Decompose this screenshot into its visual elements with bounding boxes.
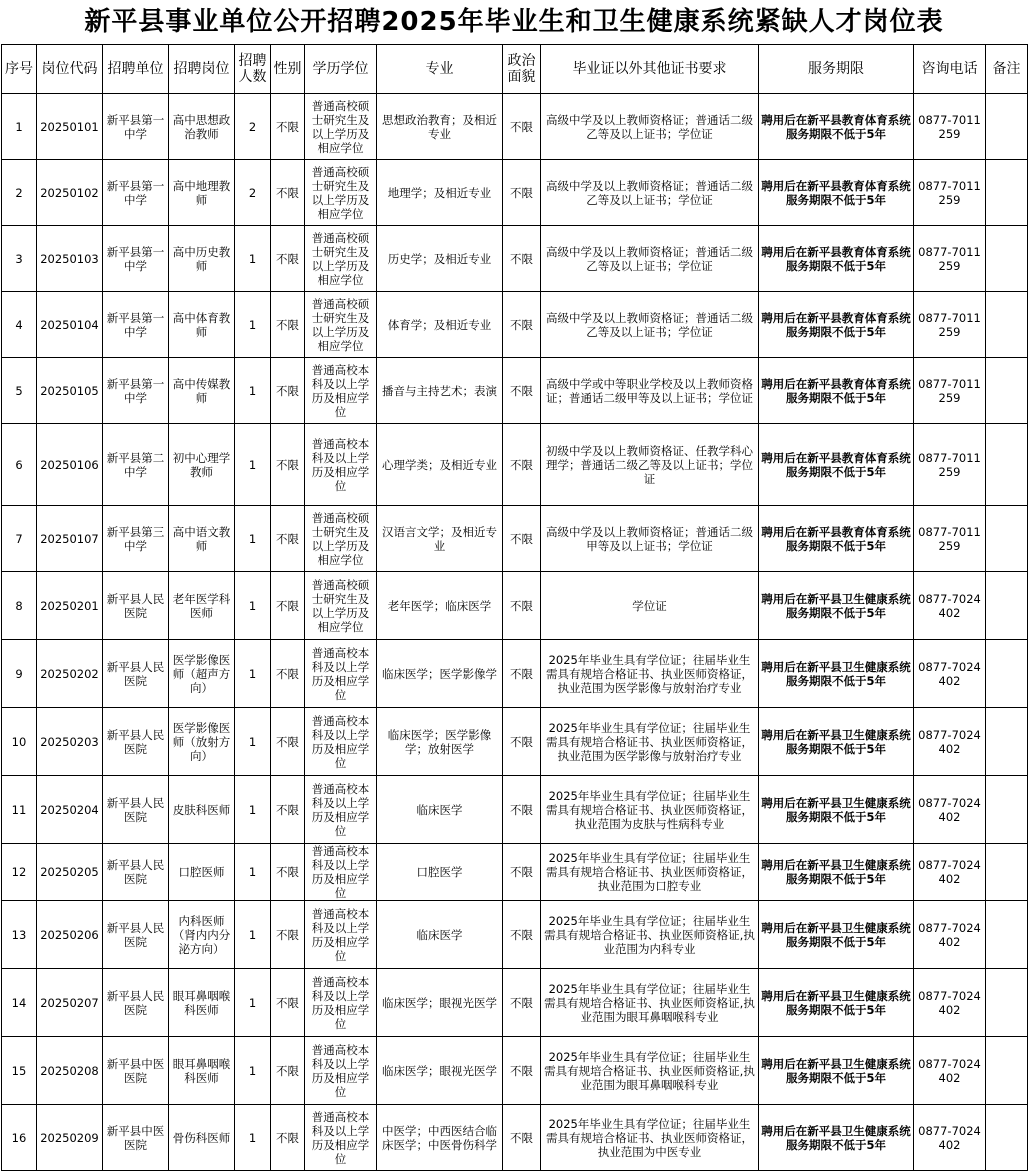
cell-cert: 2025年毕业生具有学位证；往届毕业生需具有规培合格证书、执业医师资格证，执业范围为皮肤与性病科专业 — [541, 776, 759, 844]
cell-service: 聘用后在新平县卫生健康系统服务期限不低于5年 — [759, 572, 914, 640]
cell-count: 1 — [235, 844, 271, 901]
cell-major: 汉语言文学；及相近专业 — [377, 506, 503, 572]
cell-no: 6 — [2, 424, 37, 506]
cell-major: 临床医学；眼视光医学 — [377, 1037, 503, 1105]
cell-cert: 2025年毕业生具有学位证；往届毕业生需具有规培合格证书、执业医师资格证,执业范围为眼耳鼻咽喉科专业 — [541, 969, 759, 1037]
cell-no: 14 — [2, 969, 37, 1037]
cell-phone: 0877-7024402 — [914, 708, 986, 776]
cell-edu: 普通高校硕士研究生及以上学历及相应学位 — [305, 160, 377, 226]
header-gender: 性别 — [271, 45, 305, 94]
table-row — [2, 901, 1028, 969]
cell-no: 8 — [2, 572, 37, 640]
cell-count: 1 — [235, 506, 271, 572]
cell-note — [986, 358, 1028, 424]
cell-service: 聘用后在新平县教育体育系统服务期限不低于5年 — [759, 506, 914, 572]
cell-code: 20250203 — [37, 708, 103, 776]
header-phone: 咨询电话 — [914, 45, 986, 94]
cell-unit: 新平县中医医院 — [103, 1037, 169, 1105]
cell-phone: 0877-7024402 — [914, 1105, 986, 1171]
cell-phone: 0877-7024402 — [914, 844, 986, 901]
cell-gender: 不限 — [271, 94, 305, 160]
cell-count: 1 — [235, 1105, 271, 1171]
cell-code: 20250107 — [37, 506, 103, 572]
table-row — [2, 776, 1028, 844]
cell-cert: 2025年毕业生具有学位证；往届毕业生需具有规培合格证书、执业医师资格证，执业范围为医学影像与放射治疗专业 — [541, 640, 759, 708]
cell-major: 临床医学；眼视光医学 — [377, 969, 503, 1037]
cell-major: 临床医学 — [377, 901, 503, 969]
cell-service: 聘用后在新平县卫生健康系统服务期限不低于5年 — [759, 776, 914, 844]
cell-note — [986, 776, 1028, 844]
cell-unit: 新平县第一中学 — [103, 94, 169, 160]
cell-politics: 不限 — [503, 358, 541, 424]
cell-gender: 不限 — [271, 160, 305, 226]
table-row — [2, 424, 1028, 506]
cell-service: 聘用后在新平县教育体育系统服务期限不低于5年 — [759, 94, 914, 160]
cell-unit: 新平县第一中学 — [103, 292, 169, 358]
cell-gender: 不限 — [271, 226, 305, 292]
cell-edu: 普通高校本科及以上学历及相应学位 — [305, 1037, 377, 1105]
cell-phone: 0877-7024402 — [914, 901, 986, 969]
cell-no: 9 — [2, 640, 37, 708]
table-row — [2, 292, 1028, 358]
cell-service: 聘用后在新平县卫生健康系统服务期限不低于5年 — [759, 1105, 914, 1171]
cell-note — [986, 844, 1028, 901]
cell-count: 1 — [235, 226, 271, 292]
cell-post: 高中历史教师 — [169, 226, 235, 292]
cell-post: 医学影像医师（超声方向） — [169, 640, 235, 708]
cell-major: 播音与主持艺术；表演 — [377, 358, 503, 424]
cell-note — [986, 94, 1028, 160]
cell-cert: 高级中学及以上教师资格证；普通话二级乙等及以上证书；学位证 — [541, 94, 759, 160]
table-row — [2, 226, 1028, 292]
cell-code: 20250209 — [37, 1105, 103, 1171]
cell-no: 2 — [2, 160, 37, 226]
cell-unit: 新平县第三中学 — [103, 506, 169, 572]
cell-cert: 2025年毕业生具有学位证；往届毕业生需具有规培合格证书、执业医师资格证，执业范围为口腔专业 — [541, 844, 759, 901]
table-row — [2, 160, 1028, 226]
cell-note — [986, 640, 1028, 708]
header-note: 备注 — [986, 45, 1028, 94]
table-row — [2, 844, 1028, 901]
cell-post: 老年医学科医师 — [169, 572, 235, 640]
cell-post: 高中体育教师 — [169, 292, 235, 358]
cell-major: 历史学；及相近专业 — [377, 226, 503, 292]
cell-gender: 不限 — [271, 1037, 305, 1105]
cell-phone: 0877-7011259 — [914, 292, 986, 358]
cell-edu: 普通高校硕士研究生及以上学历及相应学位 — [305, 572, 377, 640]
cell-politics: 不限 — [503, 160, 541, 226]
cell-no: 10 — [2, 708, 37, 776]
cell-gender: 不限 — [271, 506, 305, 572]
header-no: 序号 — [2, 45, 37, 94]
cell-edu: 普通高校硕士研究生及以上学历及相应学位 — [305, 506, 377, 572]
cell-cert: 高级中学及以上教师资格证；普通话二级乙等及以上证书；学位证 — [541, 292, 759, 358]
cell-edu: 普通高校硕士研究生及以上学历及相应学位 — [305, 226, 377, 292]
cell-note — [986, 1105, 1028, 1171]
cell-edu: 普通高校本科及以上学历及相应学位 — [305, 844, 377, 901]
cell-count: 2 — [235, 160, 271, 226]
cell-politics: 不限 — [503, 844, 541, 901]
cell-gender: 不限 — [271, 292, 305, 358]
cell-post: 高中思想政治教师 — [169, 94, 235, 160]
header-major: 专业 — [377, 45, 503, 94]
cell-code: 20250206 — [37, 901, 103, 969]
cell-major: 心理学类；及相近专业 — [377, 424, 503, 506]
cell-service: 聘用后在新平县卫生健康系统服务期限不低于5年 — [759, 844, 914, 901]
cell-cert: 高级中学或中等职业学校及以上教师资格证；普通话二级甲等及以上证书；学位证 — [541, 358, 759, 424]
cell-count: 1 — [235, 572, 271, 640]
cell-phone: 0877-7024402 — [914, 572, 986, 640]
cell-no: 16 — [2, 1105, 37, 1171]
header-politics: 政治面貌 — [503, 45, 541, 94]
cell-unit: 新平县人民医院 — [103, 708, 169, 776]
header-post: 招聘岗位 — [169, 45, 235, 94]
header-count: 招聘人数 — [235, 45, 271, 94]
page-title: 新平县事业单位公开招聘2025年毕业生和卫生健康系统紧缺人才岗位表 — [84, 7, 944, 37]
cell-code: 20250201 — [37, 572, 103, 640]
cell-unit: 新平县第一中学 — [103, 358, 169, 424]
cell-note — [986, 506, 1028, 572]
cell-count: 1 — [235, 424, 271, 506]
cell-count: 1 — [235, 969, 271, 1037]
cell-edu: 普通高校本科及以上学历及相应学位 — [305, 1105, 377, 1171]
cell-gender: 不限 — [271, 844, 305, 901]
cell-major: 口腔医学 — [377, 844, 503, 901]
cell-politics: 不限 — [503, 901, 541, 969]
cell-major: 中医学；中西医结合临床医学；中医骨伤科学 — [377, 1105, 503, 1171]
cell-note — [986, 160, 1028, 226]
cell-post: 初中心理学教师 — [169, 424, 235, 506]
cell-code: 20250102 — [37, 160, 103, 226]
job-table — [1, 44, 1028, 1171]
cell-phone: 0877-7011259 — [914, 226, 986, 292]
cell-cert: 2025年毕业生具有学位证；往届毕业生需具有规培合格证书、执业医师资格证,执业范围为眼耳鼻咽喉科专业 — [541, 1037, 759, 1105]
cell-code: 20250202 — [37, 640, 103, 708]
cell-phone: 0877-7024402 — [914, 640, 986, 708]
cell-edu: 普通高校本科及以上学历及相应学位 — [305, 358, 377, 424]
cell-code: 20250105 — [37, 358, 103, 424]
cell-service: 聘用后在新平县教育体育系统服务期限不低于5年 — [759, 292, 914, 358]
cell-edu: 普通高校硕士研究生及以上学历及相应学位 — [305, 94, 377, 160]
cell-politics: 不限 — [503, 94, 541, 160]
cell-cert: 高级中学及以上教师资格证；普通话二级乙等及以上证书；学位证 — [541, 226, 759, 292]
cell-phone: 0877-7011259 — [914, 358, 986, 424]
cell-no: 7 — [2, 506, 37, 572]
cell-cert: 高级中学及以上教师资格证；普通话二级乙等及以上证书；学位证 — [541, 160, 759, 226]
cell-count: 1 — [235, 708, 271, 776]
cell-service: 聘用后在新平县卫生健康系统服务期限不低于5年 — [759, 1037, 914, 1105]
cell-service: 聘用后在新平县卫生健康系统服务期限不低于5年 — [759, 708, 914, 776]
table-row — [2, 1037, 1028, 1105]
cell-unit: 新平县人民医院 — [103, 844, 169, 901]
cell-edu: 普通高校硕士研究生及以上学历及相应学位 — [305, 292, 377, 358]
cell-post: 眼耳鼻咽喉科医师 — [169, 1037, 235, 1105]
cell-unit: 新平县人民医院 — [103, 901, 169, 969]
cell-major: 临床医学；医学影像学 — [377, 640, 503, 708]
cell-service: 聘用后在新平县教育体育系统服务期限不低于5年 — [759, 424, 914, 506]
table-body — [2, 94, 1028, 1171]
cell-code: 20250101 — [37, 94, 103, 160]
cell-politics: 不限 — [503, 640, 541, 708]
cell-edu: 普通高校本科及以上学历及相应学位 — [305, 424, 377, 506]
cell-cert: 高级中学及以上教师资格证；普通话二级甲等及以上证书；学位证 — [541, 506, 759, 572]
cell-post: 高中语文教师 — [169, 506, 235, 572]
cell-politics: 不限 — [503, 572, 541, 640]
cell-major: 地理学；及相近专业 — [377, 160, 503, 226]
cell-no: 3 — [2, 226, 37, 292]
cell-count: 1 — [235, 640, 271, 708]
cell-major: 临床医学 — [377, 776, 503, 844]
cell-code: 20250205 — [37, 844, 103, 901]
cell-code: 20250103 — [37, 226, 103, 292]
cell-count: 1 — [235, 358, 271, 424]
cell-gender: 不限 — [271, 776, 305, 844]
table-row — [2, 1105, 1028, 1171]
header-cert: 毕业证以外其他证书要求 — [541, 45, 759, 94]
cell-service: 聘用后在新平县卫生健康系统服务期限不低于5年 — [759, 640, 914, 708]
cell-no: 13 — [2, 901, 37, 969]
cell-gender: 不限 — [271, 1105, 305, 1171]
header-edu: 学历学位 — [305, 45, 377, 94]
cell-major: 思想政治教育；及相近专业 — [377, 94, 503, 160]
cell-unit: 新平县人民医院 — [103, 969, 169, 1037]
cell-gender: 不限 — [271, 572, 305, 640]
cell-unit: 新平县第二中学 — [103, 424, 169, 506]
table-row — [2, 969, 1028, 1037]
cell-politics: 不限 — [503, 1037, 541, 1105]
cell-cert: 2025年毕业生具有学位证；往届毕业生需具有规培合格证书、执业医师资格证，执业范围为医学影像与放射治疗专业 — [541, 708, 759, 776]
cell-count: 1 — [235, 1037, 271, 1105]
cell-post: 皮肤科医师 — [169, 776, 235, 844]
cell-code: 20250208 — [37, 1037, 103, 1105]
cell-service: 聘用后在新平县教育体育系统服务期限不低于5年 — [759, 358, 914, 424]
cell-unit: 新平县第一中学 — [103, 226, 169, 292]
cell-gender: 不限 — [271, 358, 305, 424]
cell-service: 聘用后在新平县教育体育系统服务期限不低于5年 — [759, 160, 914, 226]
table-row — [2, 94, 1028, 160]
cell-post: 眼耳鼻咽喉科医师 — [169, 969, 235, 1037]
cell-no: 12 — [2, 844, 37, 901]
cell-edu: 普通高校本科及以上学历及相应学位 — [305, 969, 377, 1037]
cell-note — [986, 708, 1028, 776]
cell-politics: 不限 — [503, 1105, 541, 1171]
table-row — [2, 572, 1028, 640]
cell-note — [986, 424, 1028, 506]
cell-note — [986, 226, 1028, 292]
cell-unit: 新平县人民医院 — [103, 572, 169, 640]
cell-politics: 不限 — [503, 226, 541, 292]
cell-note — [986, 292, 1028, 358]
cell-politics: 不限 — [503, 776, 541, 844]
cell-post: 口腔医师 — [169, 844, 235, 901]
cell-edu: 普通高校本科及以上学历及相应学位 — [305, 640, 377, 708]
cell-cert: 初级中学及以上教师资格证、任教学科心理学；普通话二级乙等及以上证书；学位证 — [541, 424, 759, 506]
table-row — [2, 506, 1028, 572]
cell-no: 15 — [2, 1037, 37, 1105]
cell-edu: 普通高校本科及以上学历及相应学位 — [305, 708, 377, 776]
cell-post: 高中传媒教师 — [169, 358, 235, 424]
cell-unit: 新平县人民医院 — [103, 640, 169, 708]
cell-service: 聘用后在新平县卫生健康系统服务期限不低于5年 — [759, 969, 914, 1037]
cell-count: 1 — [235, 901, 271, 969]
cell-no: 4 — [2, 292, 37, 358]
cell-count: 1 — [235, 292, 271, 358]
cell-cert: 2025年毕业生具有学位证；往届毕业生需具有规培合格证书、执业医师资格证,执业范围为内科专业 — [541, 901, 759, 969]
cell-phone: 0877-7024402 — [914, 776, 986, 844]
cell-no: 11 — [2, 776, 37, 844]
cell-post: 内科医师（肾内内分泌方向） — [169, 901, 235, 969]
cell-phone: 0877-7024402 — [914, 1037, 986, 1105]
cell-unit: 新平县第一中学 — [103, 160, 169, 226]
cell-politics: 不限 — [503, 969, 541, 1037]
cell-code: 20250106 — [37, 424, 103, 506]
cell-note — [986, 969, 1028, 1037]
cell-count: 2 — [235, 94, 271, 160]
cell-code: 20250104 — [37, 292, 103, 358]
cell-unit: 新平县中医医院 — [103, 1105, 169, 1171]
cell-note — [986, 1037, 1028, 1105]
cell-post: 高中地理教师 — [169, 160, 235, 226]
table-row — [2, 640, 1028, 708]
cell-phone: 0877-7011259 — [914, 506, 986, 572]
cell-phone: 0877-7011259 — [914, 94, 986, 160]
table-header — [2, 45, 1028, 94]
cell-cert: 2025年毕业生具有学位证；往届毕业生需具有规培合格证书、执业医师资格证，执业范围为中医专业 — [541, 1105, 759, 1171]
cell-post: 医学影像医师（放射方向） — [169, 708, 235, 776]
header-code: 岗位代码 — [37, 45, 103, 94]
cell-gender: 不限 — [271, 640, 305, 708]
cell-code: 20250204 — [37, 776, 103, 844]
cell-major: 临床医学；医学影像学；放射医学 — [377, 708, 503, 776]
cell-phone: 0877-7011259 — [914, 160, 986, 226]
cell-major: 老年医学；临床医学 — [377, 572, 503, 640]
cell-service: 聘用后在新平县教育体育系统服务期限不低于5年 — [759, 226, 914, 292]
cell-note — [986, 901, 1028, 969]
cell-major: 体育学；及相近专业 — [377, 292, 503, 358]
cell-politics: 不限 — [503, 708, 541, 776]
cell-edu: 普通高校本科及以上学历及相应学位 — [305, 901, 377, 969]
header-unit: 招聘单位 — [103, 45, 169, 94]
cell-phone: 0877-7024402 — [914, 969, 986, 1037]
cell-post: 骨伤科医师 — [169, 1105, 235, 1171]
cell-service: 聘用后在新平县卫生健康系统服务期限不低于5年 — [759, 901, 914, 969]
cell-politics: 不限 — [503, 424, 541, 506]
cell-note — [986, 572, 1028, 640]
cell-edu: 普通高校本科及以上学历及相应学位 — [305, 776, 377, 844]
cell-no: 5 — [2, 358, 37, 424]
cell-count: 1 — [235, 776, 271, 844]
cell-code: 20250207 — [37, 969, 103, 1037]
table-row — [2, 358, 1028, 424]
cell-cert: 学位证 — [541, 572, 759, 640]
cell-phone: 0877-7011259 — [914, 424, 986, 506]
table-row — [2, 708, 1028, 776]
cell-gender: 不限 — [271, 424, 305, 506]
cell-gender: 不限 — [271, 901, 305, 969]
cell-gender: 不限 — [271, 708, 305, 776]
cell-politics: 不限 — [503, 292, 541, 358]
cell-gender: 不限 — [271, 969, 305, 1037]
header-service: 服务期限 — [759, 45, 914, 94]
cell-politics: 不限 — [503, 506, 541, 572]
cell-unit: 新平县人民医院 — [103, 776, 169, 844]
cell-no: 1 — [2, 94, 37, 160]
